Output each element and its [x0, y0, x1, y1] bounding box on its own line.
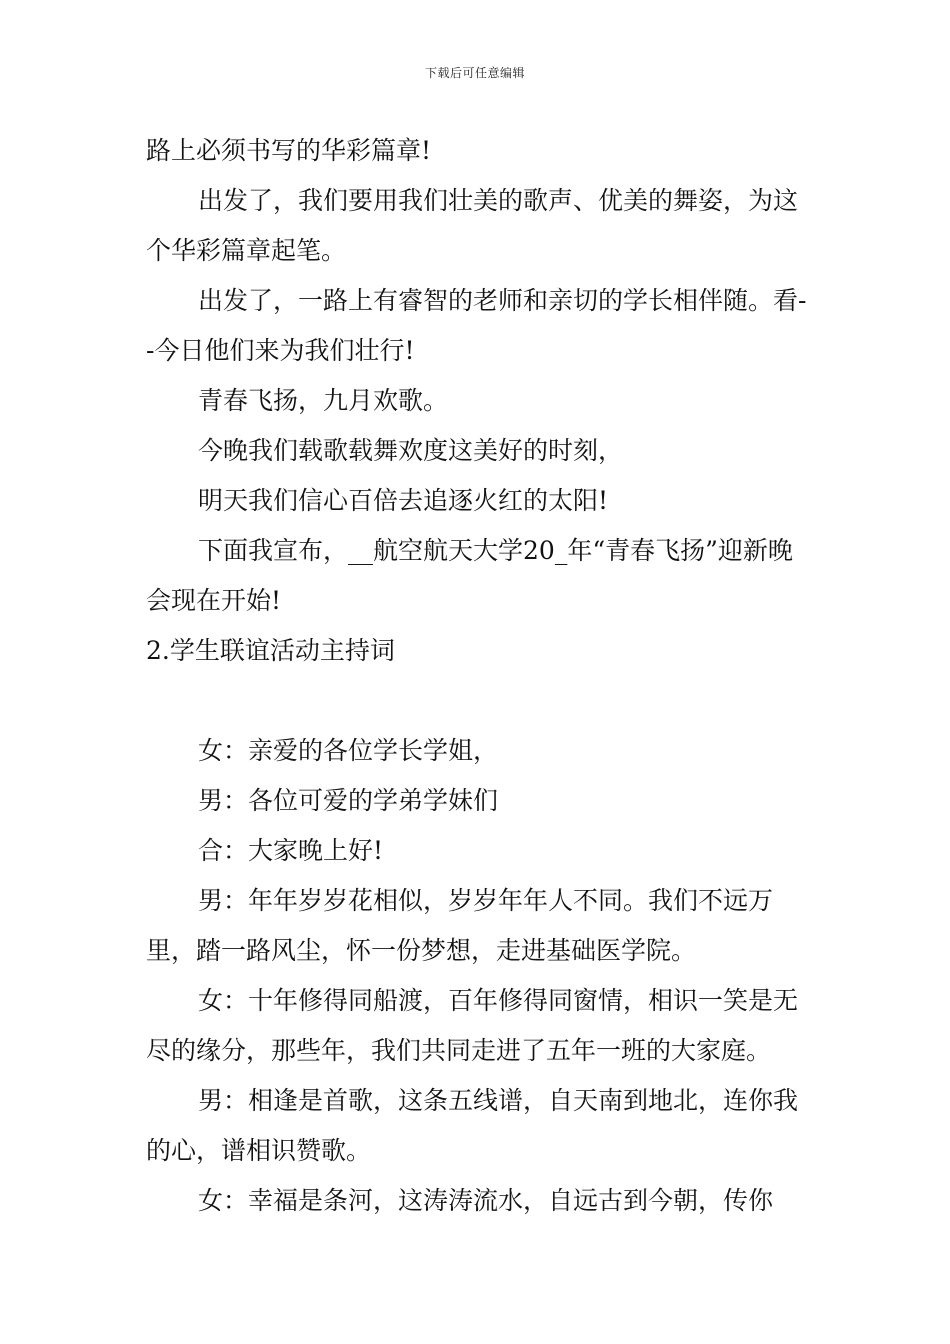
- paragraph-6: 明天我们信心百倍去追逐火红的太阳!: [198, 486, 609, 515]
- dialogue-line-3: 合：大家晚上好!: [198, 836, 384, 865]
- document-body: [146, 126, 808, 1226]
- dialogue-line-1: 女：亲爱的各位学长学姐，: [198, 736, 499, 765]
- dialogue-line-4: 男：年年岁岁花相似，岁岁年年人不同。我们不远万里，踏一路风尘，怀一份梦想，走进基础医学院。: [146, 886, 774, 965]
- paragraph-4: 青春飞扬，九月欢歌。: [198, 386, 449, 415]
- paragraph-7: 下面我宣布，__航空航天大学20_年“青春飞扬”迎新晚会现在开始!: [146, 536, 793, 615]
- paragraph-2: 出发了，我们要用我们壮美的歌声、优美的舞姿，为这个华彩篇章起笔。: [146, 186, 799, 265]
- dialogue-line-5: 女：十年修得同船渡，百年修得同窗情，相识一笑是无尽的缘分，那些年，我们共同走进了五年一班的大家庭。: [146, 986, 799, 1065]
- paragraph-3: 出发了，一路上有睿智的老师和亲切的学长相伴随。看--今日他们来为我们壮行!: [146, 286, 807, 365]
- paragraph-5: 今晚我们载歌载舞欢度这美好的时刻，: [198, 436, 624, 465]
- dialogue-line-7: 女：幸福是条河，这涛涛流水，自远古到今朝，传你: [198, 1186, 774, 1215]
- section-title: 2.学生联谊活动主持词: [146, 636, 395, 665]
- page-header: 下载后可任意编辑: [424, 66, 525, 80]
- dialogue-line-2: 男：各位可爱的学弟学妹们: [198, 786, 499, 815]
- dialogue-line-6: 男：相逢是首歌，这条五线谱，自天南到地北，连你我的心，谱相识赞歌。: [146, 1086, 799, 1165]
- paragraph-1: 路上必须书写的华彩篇章!: [146, 136, 432, 165]
